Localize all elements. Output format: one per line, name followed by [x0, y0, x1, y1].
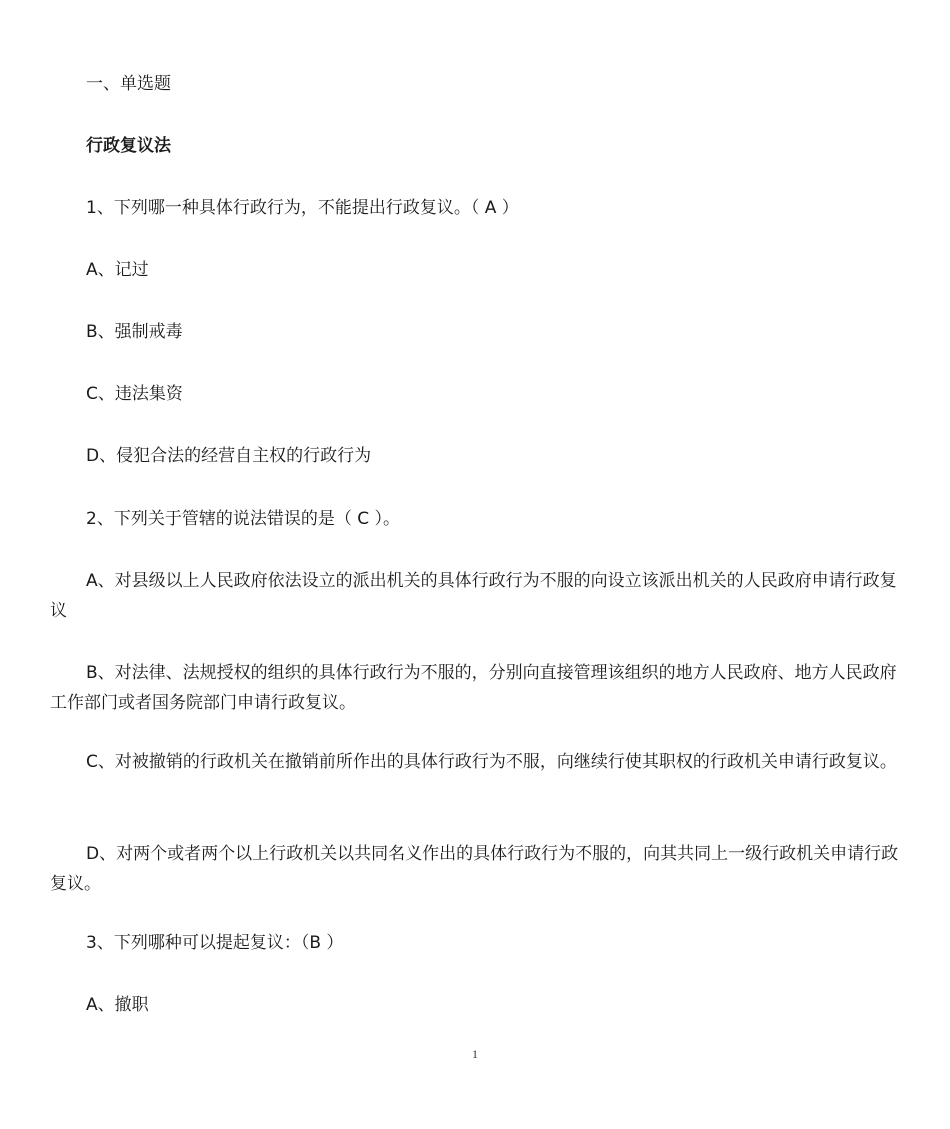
page-number: 1	[472, 1047, 478, 1061]
question-1-option-c: C、违法集资	[86, 384, 183, 404]
question-1-option-a: A、记过	[86, 260, 149, 280]
subsection-heading: 行政复议法	[86, 136, 171, 156]
section-heading: 一、单选题	[86, 74, 171, 94]
question-3: 3、下列哪种可以提起复议：（B ）	[86, 933, 344, 953]
question-2-option-a: A、对县级以上人民政府依法设立的派出机关的具体行政行为不服的向设立该派出机关的人民政府申请行政复议	[50, 571, 897, 621]
question-2: 2、下列关于管辖的说法错误的是（ C ）。	[86, 509, 400, 529]
question-1-option-d: D、侵犯合法的经营自主权的行政行为	[86, 446, 372, 466]
question-1-option-b: B、强制戒毒	[86, 322, 183, 342]
question-3-option-a: A、撤职	[86, 995, 149, 1015]
question-2-option-d: D、对两个或者两个以上行政机关以共同名义作出的具体行政行为不服的，向其共同上一级行政机关申请行政复议。	[50, 844, 899, 894]
question-2-option-b: B、对法律、法规授权的组织的具体行政行为不服的，分别向直接管理该组织的地方人民政府、地方人民政府工作部门或者国务院部门申请行政复议。	[50, 663, 897, 713]
question-2-option-c: C、对被撤销的行政机关在撤销前所作出的具体行政行为不服，向继续行使其职权的行政机关申请行政复议。	[86, 752, 897, 772]
question-1: 1、下列哪一种具体行政行为，不能提出行政复议。（ A ）	[86, 198, 519, 218]
